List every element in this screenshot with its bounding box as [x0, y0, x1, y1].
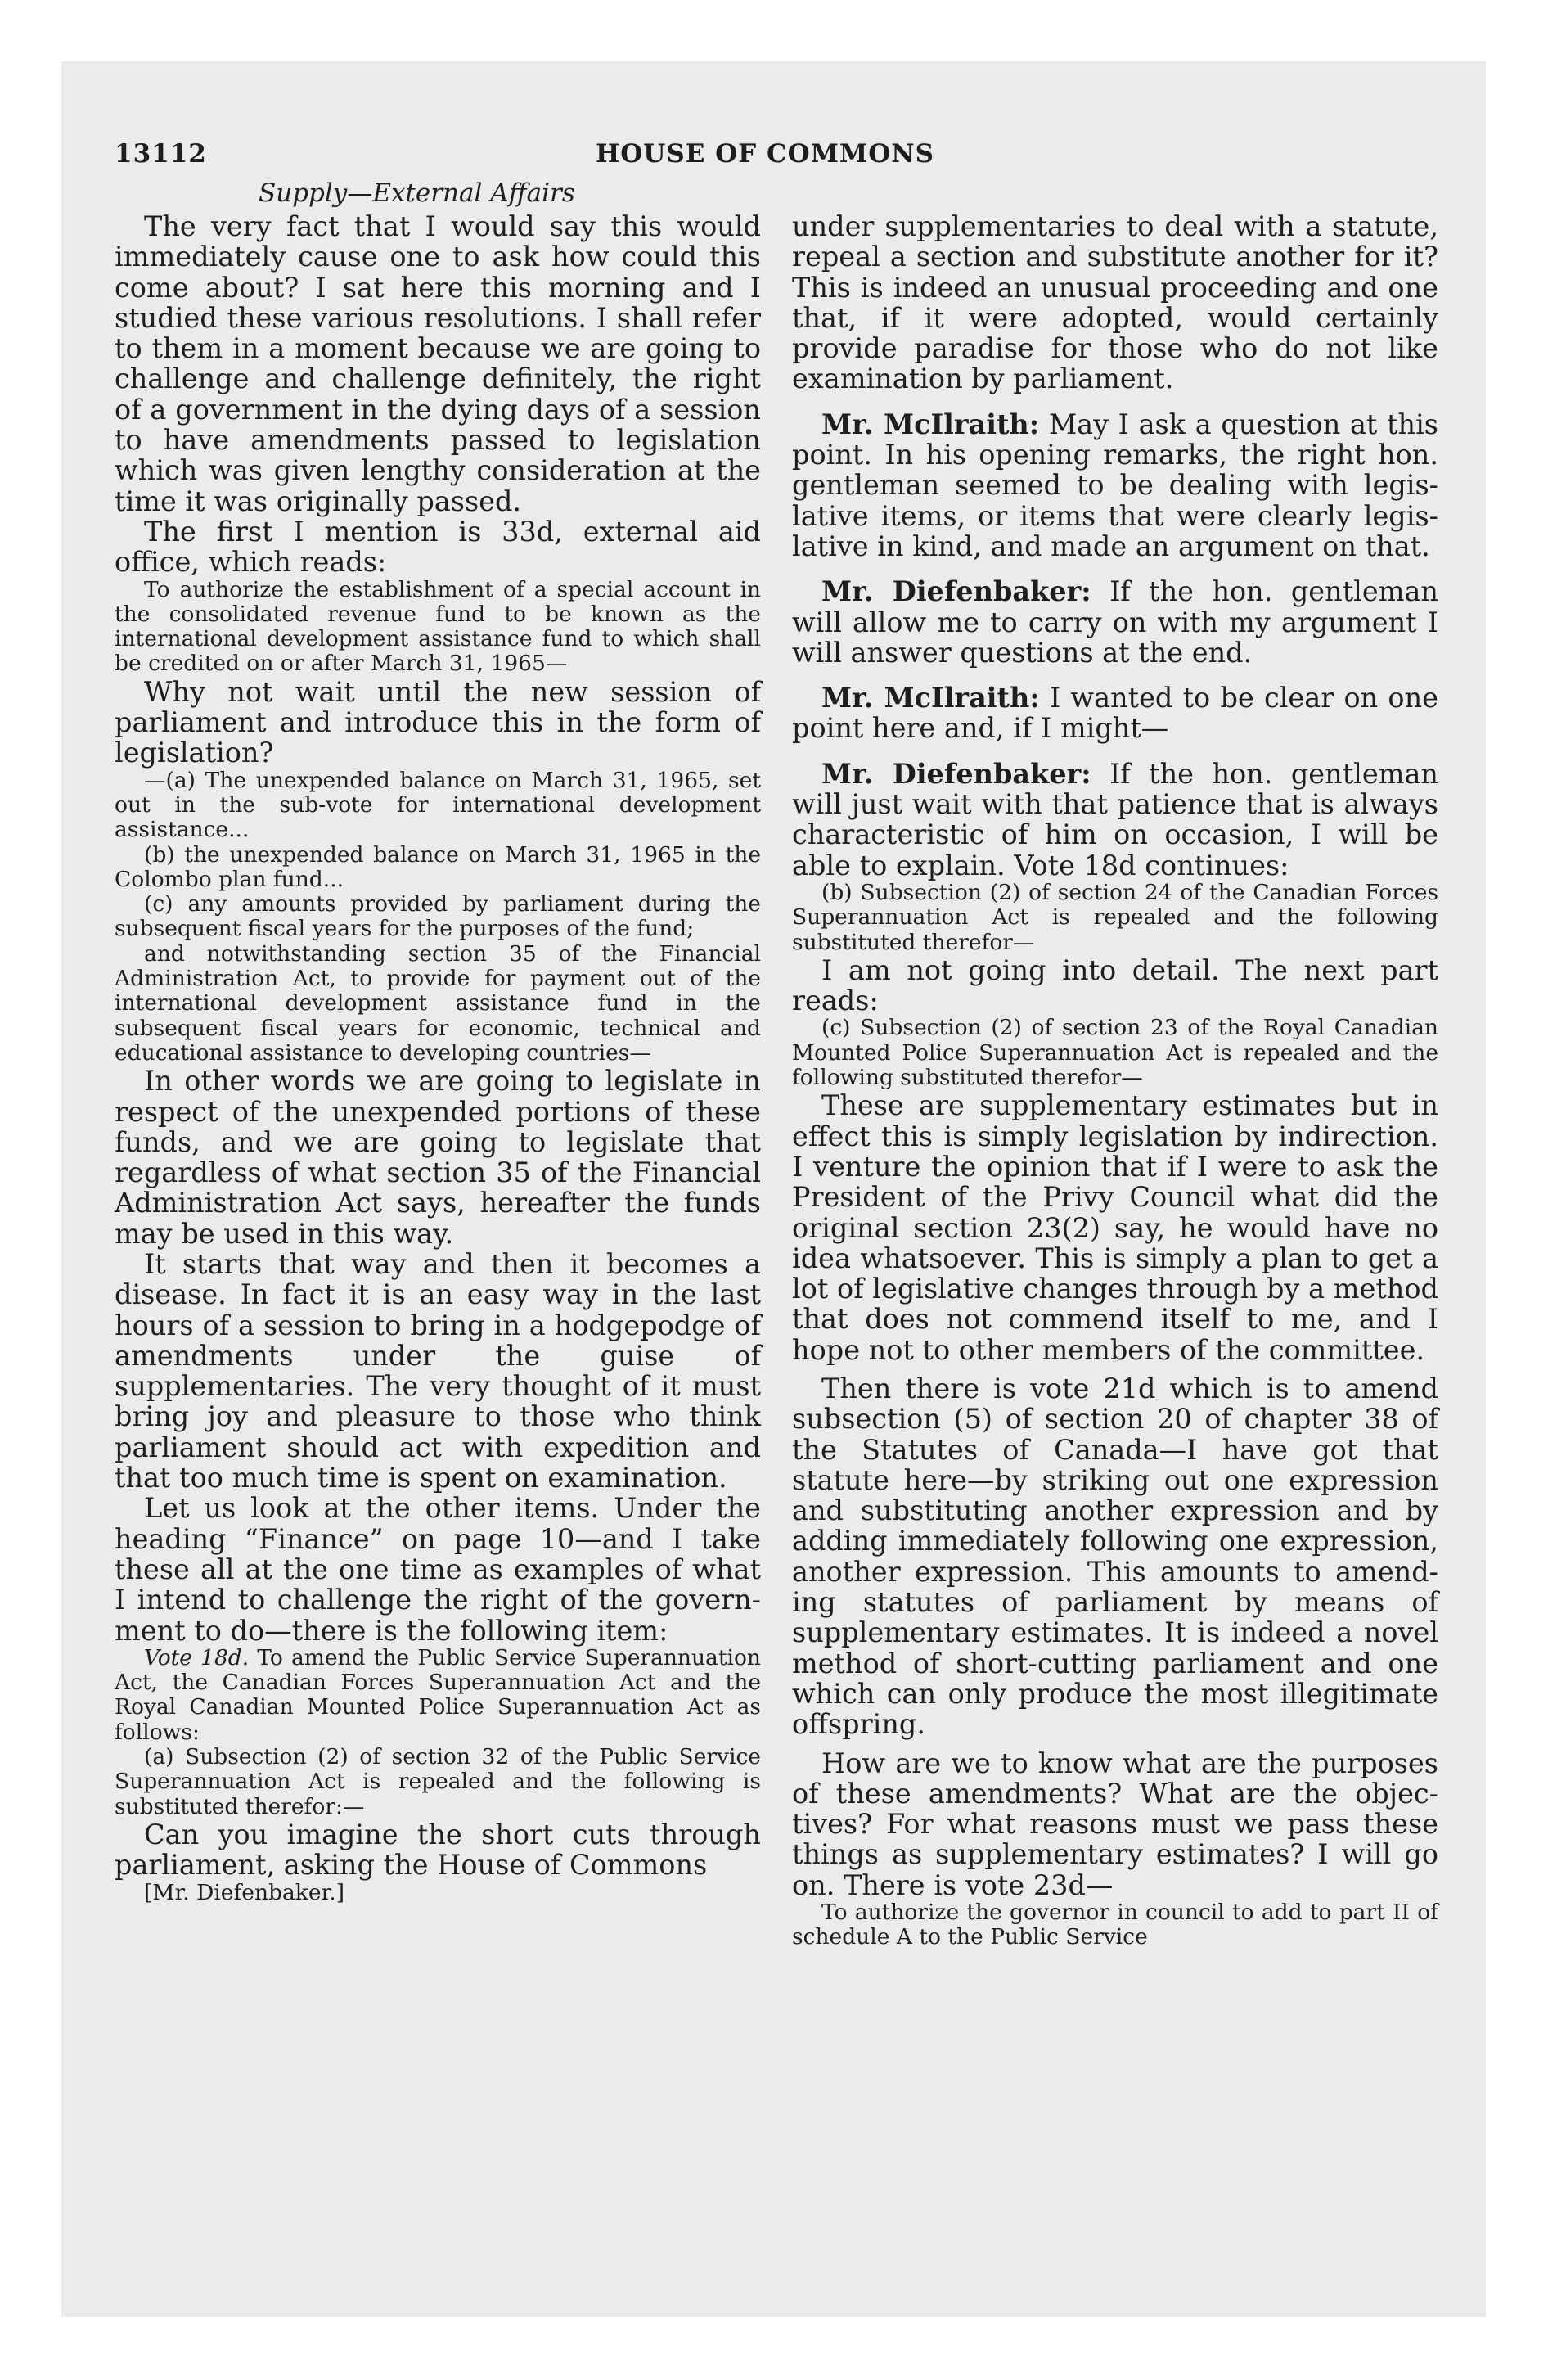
left-column: [115, 211, 761, 1905]
quote-item: To authorize the governor in council to add to part II of schedule A to the Public Service: [792, 1900, 1438, 1950]
quote-vote: [115, 1646, 761, 1745]
quote-item: and notwithstanding section 35 of the Financial Administration Act, to provide for payment out of the international development assistance fund in the subsequent fiscal years for economic, technical and educational assistance to developing countries—: [115, 940, 761, 1066]
speech: [792, 576, 1438, 668]
paragraph: Why not wait until the new session of parliament and introduce this in the form of legislation?: [115, 675, 761, 769]
quote-item: —(a) The unexpended balance on March 31, 1965, set out in the sub-vote for international development assistance...: [115, 767, 761, 843]
paragraph: How are we to know what are the purposes of these amendments? What are the objectives? For what reasons must we pass these things as supplementary estimates? I will go on. There is vote 23d—: [792, 1747, 1438, 1901]
quote-item: (b) Subsection (2) of section 24 of the Canadian Forces Superannuation Act is repealed and the following substituted therefor—: [792, 879, 1438, 955]
speech-text: May I ask a question at this point. In his opening remarks, the right hon. gentleman seemed to be dealing with legislative items, or items that were clearly legislative in kind, and made an argument on that.: [792, 408, 1438, 562]
quote-item: (c) any amounts provided by parliament during the subsequent fiscal years for the purposes of the fund;: [115, 891, 761, 942]
vote-label: Vote 18d.: [144, 1644, 250, 1670]
paragraph: Then there is vote 21d which is to amend subsection (5) of section 20 of chapter 38 of the Statutes of Canada—I have got that statute here—by striking out one expression and substituting another expression and by adding immediately following one expression, another expression. This amounts to amending statutes of parliament by means of supplementary estimates. It is indeed a novel method of short-cutting parliament and one which can only produce the most illegitimate offspring.: [792, 1372, 1438, 1741]
paragraph: In other words we are going to legislate in respect of the unexpended portions of these funds, and we are going to legislate that regardless of what section 35 of the Financial Administration Act says, hereafter the funds may be used in this way.: [115, 1065, 761, 1250]
paragraph: It starts that way and then it becomes a disease. In fact it is an easy way in the last hours of a session to bring in a hodgepodge of amendments under the guise of supplementaries. The very thought of it must bring joy and pleasure to those who think parliament should act with expedition and that too much time is spent on examination.: [115, 1247, 761, 1494]
speaker-name: Mr. McIlraith:: [821, 408, 1040, 440]
speech: [792, 759, 1438, 881]
quote-item: (b) the unexpended balance on March 31, 1965 in the Colombo plan fund...: [115, 841, 761, 892]
quote-item: (a) Subsection (2) of section 32 of the Public Service Superannuation Act is repealed and the following is substituted therefor:—: [115, 1744, 761, 1819]
speech-text: If the hon. gentleman will just wait with that patience that is always characteristic of him on occasion, I will be able to explain. Vote 18d continues:: [792, 757, 1439, 881]
paragraph: under supplementaries to deal with a statute, repeal a section and substitute another for it? This is indeed an unusual proceeding and one that, if it were adopted, would certainly provide paradise for those who do not like examination by parliament.: [792, 210, 1438, 395]
paragraph: These are supplementary estimates but in effect this is simply legislation by indirection. I venture the opinion that if I were to ask the President of the Privy Council what did the original section 23(2) say, he would have no idea whatsoever. This is simply a plan to get a lot of legislative changes through by a method that does not commend itself to me, and I hope not to other members of the committee.: [792, 1089, 1438, 1366]
speech-text: If the hon. gentleman will allow me to carry on with my argument I will answer questions at the end.: [792, 575, 1439, 669]
vote-text: To amend the Public Service Superannuation Act, the Canadian Forces Superannuation Act and the Royal Canadian Mounted Police Superannuation Act as follows:: [115, 1644, 761, 1745]
speaker-name: Mr. Diefenbaker:: [821, 575, 1091, 608]
speaker-name: Mr. McIlraith:: [821, 682, 1040, 714]
paragraph: I am not going into detail. The next part reads:: [792, 953, 1438, 1017]
quote-item: (c) Subsection (2) of section 23 of the Royal Canadian Mounted Police Superannuation Act is repealed and the following substituted therefor—: [792, 1015, 1438, 1091]
paragraph: Can you imagine the short cuts through parliament, asking the House of Commons: [115, 1818, 761, 1882]
speech: [792, 409, 1438, 561]
running-head: HOUSE OF COMMONS: [596, 139, 934, 169]
speech: [792, 683, 1438, 744]
quote-block: To authorize the establishment of a special account in the consolidated revenue fund to be known as the international development assistance fund to which shall be credited on or after March 31, 1965—: [115, 576, 761, 677]
right-column: [792, 211, 1438, 1950]
speaker-attribution: [Mr. Diefenbaker.]: [144, 1879, 345, 1905]
paragraph: The very fact that I would say this would immediately cause one to ask how could this come about? I sat here this morning and I studied these various resolutions. I shall refer to them in a moment because we are going to challenge and challenge definitely, the right of a government in the dying days of a session to have amendments passed to legislation which was given lengthy consideration at the time it was originally passed.: [115, 210, 761, 517]
page-number: 13112: [115, 139, 207, 169]
paragraph: Let us look at the other items. Under the heading “Finance” on page 10—and I take these all at the one time as examples of what I intend to challenge the right of the government to do—there is the following item:: [115, 1492, 761, 1647]
section-title: Supply—External Affairs: [259, 178, 575, 208]
page-header: [115, 139, 1424, 180]
speaker-name: Mr. Diefenbaker:: [821, 757, 1091, 790]
speech-text: I wanted to be clear on one point here and, if I might—: [792, 682, 1438, 745]
paragraph: The first I mention is 33d, external aid office, which reads:: [115, 515, 761, 579]
